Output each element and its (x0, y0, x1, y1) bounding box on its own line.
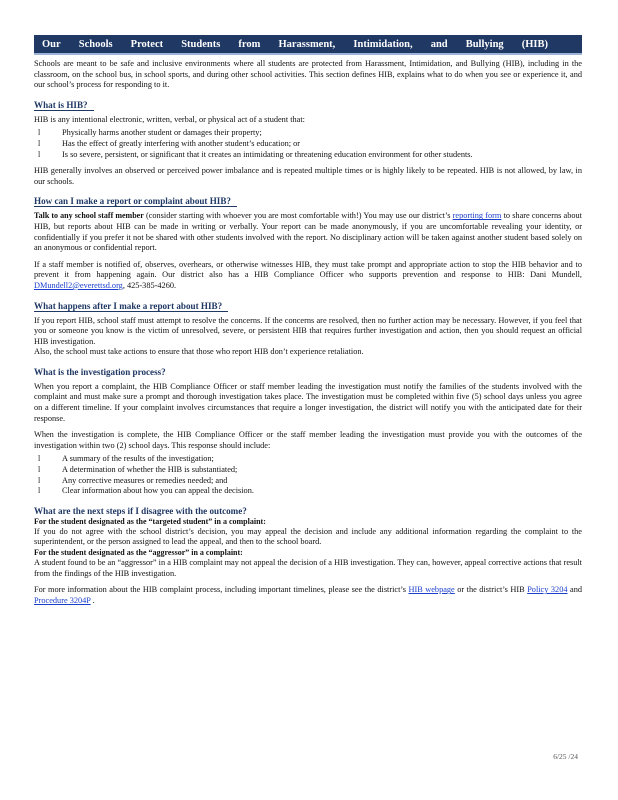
after-paragraph-2: Also, the school must take actions to ensure that those who report HIB don’t experience retaliation. (34, 347, 364, 357)
hib-definition-list (34, 128, 582, 160)
title-word: Intimidation, (353, 38, 413, 50)
hib-webpage-link[interactable]: HIB webpage (408, 585, 455, 595)
targeted-student-text: If you do not agree with the school district’s decision, you may appeal the decision and include any additional information regarding the complaint to the superintendent, or the person assigned to lead the appeal, and then to the school board. (34, 526, 582, 547)
title-word: (HIB) (521, 38, 548, 50)
after-paragraph-1: If you report HIB, school staff must attempt to resolve the concerns. If the concerns are resolved, then no further action may be necessary. However, if you feel that you or someone you know is the victim of unresolved, severe, or persistent HIB that requires further investigation and action, then you should request an official HIB investigation. (34, 315, 582, 346)
what-is-closing: HIB generally involves an observed or perceived power imbalance and is repeated multiple times or is highly likely to be repeated. HIB is not allowed, by law, in our schools. (34, 166, 582, 186)
investigation-paragraph-2: When the investigation is complete, the HIB Compliance Officer or the staff member leading the investigation must provide you with the outcomes of the investigation within two (2) school days. This response should include: (34, 430, 582, 450)
list-item: l Any corrective measures or remedies needed; and (34, 476, 582, 487)
list-item: l Is so severe, persistent, or significant that it creates an intimidating or threatening education environment for other students. (34, 150, 582, 161)
text-span: For more information about the HIB complaint process, including important timelines, please see the district’s (34, 585, 409, 595)
page-footer-date: 6/25 /24 (553, 752, 578, 761)
targeted-student-subheading: For the student designated as the “targeted student” in a complaint: (34, 516, 266, 526)
investigation-paragraph-1: When you report a complaint, the HIB Compliance Officer or staff member leading the investigation must notify the families of the students involved with the complaint and must make sure a prompt and thorough investigation takes place. The investigation must be completed within five (5) school days unless you agree on a different timeline. If your complaint involves circumstances that require a longer investigation, the district will notify you with the anticipated date for their response. (34, 381, 582, 423)
title-word: Schools (78, 38, 113, 50)
list-item: l Physically harms another student or damages their property; (34, 128, 582, 139)
title-word: Our (42, 38, 61, 50)
text-span: If a staff member is notified of, observes, overhears, or otherwise witnesses HIB, they must take prompt and appropriate action to stop the HIB behavior and to prevent it from happening again. Our district also has a HIB Compliance Officer who supports prevention and response to HIB: Dani Mundell, (34, 259, 582, 280)
procedure-3204p-link[interactable]: Procedure 3204P (34, 595, 91, 605)
section-heading-investigation: What is the investigation process? (34, 366, 166, 377)
section-heading-after-report: What happens after I make a report about HIB? (34, 300, 582, 312)
what-is-lead: HIB is any intentional electronic, written, verbal, or physical act of a student that: (34, 114, 305, 124)
text-span: , 425-385-4260. (122, 280, 177, 290)
text-span: or the district’s HIB (454, 585, 528, 595)
compliance-officer-email-link[interactable]: DMundell2@everettsd.org (34, 280, 123, 290)
aggressor-subheading: For the student designated as the “aggressor” in a complaint: (34, 548, 243, 557)
list-item: l Has the effect of greatly interfering with another student’s education; or (34, 139, 582, 150)
text-span: . (90, 595, 95, 605)
title-word: Harassment, (278, 38, 336, 50)
section-heading-what-is-hib: What is HIB? (34, 99, 582, 111)
title-word: Students (181, 38, 221, 50)
list-item: l A summary of the results of the investigation; (34, 454, 582, 465)
policy-3204-link[interactable]: Policy 3204 (527, 585, 568, 595)
reporting-form-link[interactable]: reporting form (452, 211, 502, 221)
title-word: and (430, 38, 448, 50)
intro-paragraph: Schools are meant to be safe and inclusive environments where all students are protected from Harassment, Intimidation, and Bullying (HIB), including in the classroom, on the school bus, in school sports, and during other school activities. This section defines HIB, explains what to do when you see or experience it, and our school’s process for responding to it. (34, 59, 582, 90)
more-info-paragraph (34, 585, 582, 606)
text-span: to share concerns about HIB, but reports about HIB can be made in writing or verbally. Your report can be made anonymously, if you are uncomfortable revealing your identity, or confidentially if you prefer it not be shared with other students involved with the report. No disciplinary action will be taken against another student based solely on an anonymous or confidential report. (34, 211, 582, 253)
report-paragraph-2 (34, 260, 582, 292)
aggressor-text: A student found to be an “aggressor” in a HIB complaint may not appeal the decision of a HIB investigation. They can, however, appeal corrective actions that result from the findings of the HIB investigation. (34, 558, 582, 578)
text-span: (consider starting with whoever you are most comfortable with!) You may use our district’s (143, 211, 453, 221)
report-talk-lead: Talk to any school staff member (34, 211, 144, 221)
title-word: from (238, 38, 261, 50)
title-word: Protect (130, 38, 164, 50)
investigation-response-list (34, 454, 582, 496)
list-item: l Clear information about how you can appeal the decision. (34, 486, 582, 497)
report-paragraph-1 (34, 211, 582, 253)
page-title (34, 35, 582, 55)
section-heading-report: How can I make a report or complaint about HIB? (34, 195, 582, 207)
list-item: l A determination of whether the HIB is substantiated; (34, 465, 582, 476)
text-span: and (567, 585, 582, 595)
document-page (34, 35, 582, 606)
section-heading-disagree: What are the next steps if I disagree with the outcome? (34, 505, 247, 516)
title-word: Bullying (465, 38, 504, 50)
